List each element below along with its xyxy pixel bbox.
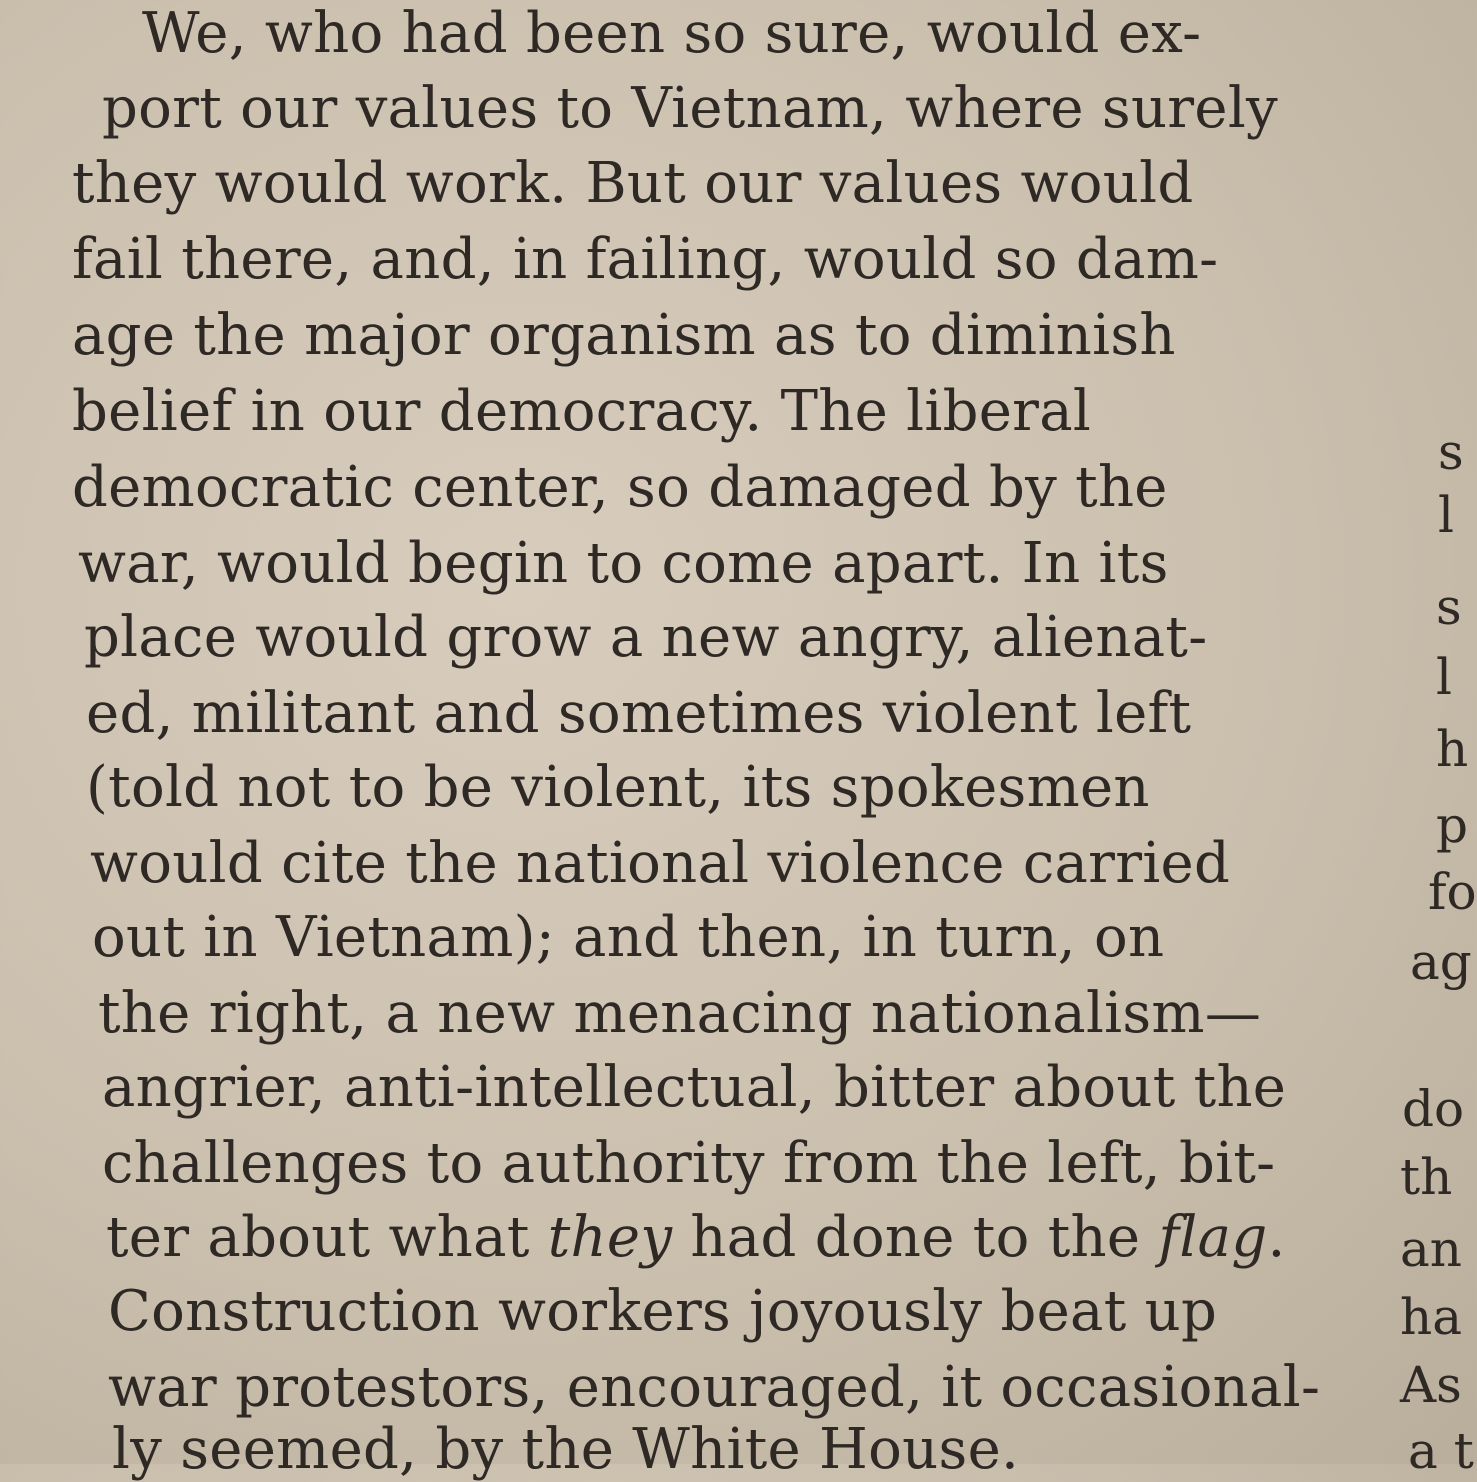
text-line-4: fail there, and, in failing, would so dam- bbox=[72, 227, 1219, 292]
italic-they: they bbox=[547, 1205, 673, 1270]
text-line-19: war protestors, encouraged, it occasional- bbox=[108, 1355, 1321, 1420]
text-line-3: they would work. But our values would bbox=[72, 151, 1194, 216]
text-line-13: out in Vietnam); and then, in turn, on bbox=[92, 905, 1165, 970]
adjacent-column-fragments bbox=[1378, 0, 1477, 1480]
text-line-16: challenges to authority from the left, bit- bbox=[102, 1131, 1276, 1196]
fragment-3: s bbox=[1436, 578, 1462, 636]
text-line-18: Construction workers joyously beat up bbox=[108, 1279, 1218, 1344]
fragment-11: an bbox=[1400, 1220, 1463, 1278]
fragment-9: do bbox=[1402, 1080, 1465, 1138]
text-line-7: democratic center, so damaged by the bbox=[72, 455, 1168, 520]
fragment-5: h bbox=[1436, 720, 1469, 778]
fragment-2: l bbox=[1438, 486, 1454, 544]
text-line-6: belief in our democracy. The liberal bbox=[72, 379, 1092, 444]
fragment-7: fo bbox=[1428, 863, 1477, 921]
fragment-8: ag bbox=[1410, 933, 1472, 991]
italic-flag: flag bbox=[1158, 1205, 1268, 1270]
fragment-10: th bbox=[1400, 1148, 1453, 1206]
fragment-4: l bbox=[1436, 648, 1452, 706]
text-line-5: age the major organism as to diminish bbox=[72, 303, 1176, 368]
fragment-12: ha bbox=[1400, 1288, 1463, 1346]
text-line-9: place would grow a new angry, alienat- bbox=[84, 605, 1208, 670]
text-line-10: ed, militant and sometimes violent left bbox=[86, 681, 1192, 746]
fragment-1: s bbox=[1438, 423, 1464, 481]
fragment-14: a t bbox=[1408, 1422, 1474, 1480]
text-line-14: the right, a new menacing nationalism— bbox=[98, 981, 1262, 1046]
text-line-17-mid: had done to the bbox=[672, 1205, 1159, 1270]
text-line-17-pre: ter about what bbox=[106, 1205, 548, 1270]
text-line-15: angrier, anti-intellectual, bitter about the bbox=[102, 1055, 1287, 1120]
text-line-17-post: . bbox=[1267, 1205, 1286, 1270]
text-line-20: ly seemed, by the White House. bbox=[112, 1417, 1020, 1482]
fragment-13: As bbox=[1400, 1356, 1462, 1414]
text-line-2: port our values to Vietnam, where surely bbox=[102, 76, 1278, 141]
text-line-1: We, who had been so sure, would ex- bbox=[142, 1, 1202, 66]
fragment-6: p bbox=[1436, 796, 1469, 854]
text-line-17 bbox=[106, 1205, 1286, 1270]
text-line-11: (told not to be violent, its spokesmen bbox=[86, 755, 1150, 820]
text-line-8: war, would begin to come apart. In its bbox=[78, 531, 1169, 596]
text-line-12: would cite the national violence carried bbox=[90, 831, 1231, 896]
